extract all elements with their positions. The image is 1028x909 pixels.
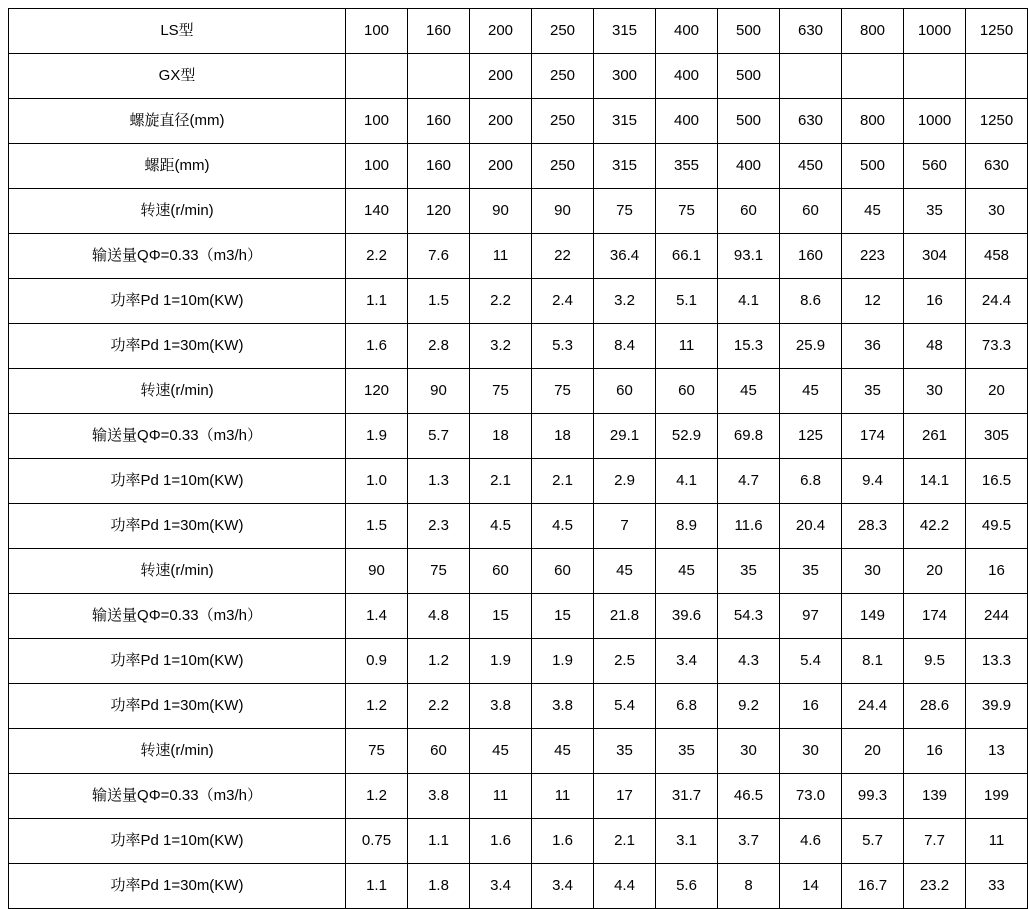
table-cell: 8.1: [842, 639, 904, 684]
table-cell: 11: [966, 819, 1028, 864]
table-cell: 20: [904, 549, 966, 594]
table-cell: 261: [904, 414, 966, 459]
table-cell: 8.4: [594, 324, 656, 369]
table-cell: 45: [842, 189, 904, 234]
table-cell: 36.4: [594, 234, 656, 279]
table-cell: 1250: [966, 9, 1028, 54]
table-cell: 120: [346, 369, 408, 414]
table-cell: 2.1: [470, 459, 532, 504]
table-cell: [408, 54, 470, 99]
table-cell: 8.6: [780, 279, 842, 324]
row-label: 输送量QΦ=0.33（m3/h）: [9, 414, 346, 459]
table-cell: 23.2: [904, 864, 966, 909]
table-cell: 16: [904, 729, 966, 774]
table-cell: 1.4: [346, 594, 408, 639]
table-cell: 200: [470, 54, 532, 99]
table-cell: 45: [470, 729, 532, 774]
table-cell: 300: [594, 54, 656, 99]
table-cell: 14.1: [904, 459, 966, 504]
table-row: [9, 684, 1028, 729]
table-cell: 2.3: [408, 504, 470, 549]
table-row: [9, 99, 1028, 144]
table-cell: 3.8: [470, 684, 532, 729]
table-cell: 1.3: [408, 459, 470, 504]
table-row: [9, 549, 1028, 594]
table-row: [9, 144, 1028, 189]
table-row: [9, 729, 1028, 774]
table-cell: 199: [966, 774, 1028, 819]
table-cell: 1.2: [346, 774, 408, 819]
table-cell: [904, 54, 966, 99]
table-cell: 2.1: [532, 459, 594, 504]
table-cell: 30: [966, 189, 1028, 234]
table-cell: 20: [842, 729, 904, 774]
row-label: GX型: [9, 54, 346, 99]
row-label: 转速(r/min): [9, 549, 346, 594]
table-cell: 16: [904, 279, 966, 324]
table-cell: 18: [532, 414, 594, 459]
table-cell: 33: [966, 864, 1028, 909]
table-cell: 9.5: [904, 639, 966, 684]
table-cell: 39.6: [656, 594, 718, 639]
table-cell: 4.3: [718, 639, 780, 684]
table-cell: 100: [346, 99, 408, 144]
table-cell: 35: [656, 729, 718, 774]
table-cell: 0.9: [346, 639, 408, 684]
table-cell: [966, 54, 1028, 99]
table-cell: 5.4: [780, 639, 842, 684]
table-cell: 560: [904, 144, 966, 189]
table-cell: 1.2: [346, 684, 408, 729]
table-cell: 13: [966, 729, 1028, 774]
row-label: 功率Pd 1=30m(KW): [9, 504, 346, 549]
table-cell: 15: [470, 594, 532, 639]
table-cell: 1.9: [532, 639, 594, 684]
row-label: 转速(r/min): [9, 369, 346, 414]
table-cell: 160: [408, 99, 470, 144]
table-cell: 2.2: [346, 234, 408, 279]
table-cell: 3.4: [532, 864, 594, 909]
table-cell: 800: [842, 99, 904, 144]
table-row: [9, 864, 1028, 909]
table-cell: 3.2: [470, 324, 532, 369]
table-row: [9, 639, 1028, 684]
table-cell: 39.9: [966, 684, 1028, 729]
table-cell: 1.2: [408, 639, 470, 684]
table-cell: 75: [532, 369, 594, 414]
table-cell: 630: [966, 144, 1028, 189]
table-cell: 15.3: [718, 324, 780, 369]
table-cell: 4.6: [780, 819, 842, 864]
table-cell: 0.75: [346, 819, 408, 864]
table-cell: 1.8: [408, 864, 470, 909]
row-label: LS型: [9, 9, 346, 54]
table-cell: 400: [656, 9, 718, 54]
table-cell: 500: [718, 99, 780, 144]
table-cell: 35: [842, 369, 904, 414]
table-cell: 1.6: [346, 324, 408, 369]
table-cell: 45: [532, 729, 594, 774]
table-cell: 315: [594, 9, 656, 54]
table-cell: 223: [842, 234, 904, 279]
table-cell: 52.9: [656, 414, 718, 459]
row-label: 功率Pd 1=10m(KW): [9, 819, 346, 864]
table-cell: 139: [904, 774, 966, 819]
table-cell: 200: [470, 9, 532, 54]
table-cell: 174: [904, 594, 966, 639]
table-cell: 7.7: [904, 819, 966, 864]
table-cell: 4.1: [656, 459, 718, 504]
table-cell: 3.8: [532, 684, 594, 729]
table-cell: 160: [780, 234, 842, 279]
table-cell: 2.2: [470, 279, 532, 324]
table-cell: 315: [594, 144, 656, 189]
table-cell: 8.9: [656, 504, 718, 549]
table-cell: 49.5: [966, 504, 1028, 549]
table-cell: 1.6: [470, 819, 532, 864]
table-cell: 1.1: [346, 279, 408, 324]
table-cell: 16: [966, 549, 1028, 594]
table-cell: 13.3: [966, 639, 1028, 684]
table-cell: 305: [966, 414, 1028, 459]
table-cell: 75: [470, 369, 532, 414]
table-cell: 6.8: [780, 459, 842, 504]
row-label: 输送量QΦ=0.33（m3/h）: [9, 234, 346, 279]
table-cell: 450: [780, 144, 842, 189]
table-row: [9, 819, 1028, 864]
table-cell: 4.1: [718, 279, 780, 324]
table-cell: 60: [780, 189, 842, 234]
table-cell: 45: [780, 369, 842, 414]
table-cell: 630: [780, 9, 842, 54]
table-cell: 1000: [904, 99, 966, 144]
table-cell: 2.9: [594, 459, 656, 504]
table-cell: 31.7: [656, 774, 718, 819]
table-cell: 4.4: [594, 864, 656, 909]
table-cell: 35: [904, 189, 966, 234]
table-cell: 458: [966, 234, 1028, 279]
table-cell: 2.2: [408, 684, 470, 729]
table-cell: 2.5: [594, 639, 656, 684]
table-row: [9, 189, 1028, 234]
table-cell: 11: [470, 234, 532, 279]
table-cell: 500: [718, 54, 780, 99]
table-cell: 75: [594, 189, 656, 234]
table-cell: 1.1: [408, 819, 470, 864]
table-cell: 5.3: [532, 324, 594, 369]
table-cell: 1.9: [470, 639, 532, 684]
row-label: 输送量QΦ=0.33（m3/h）: [9, 594, 346, 639]
table-cell: 11: [532, 774, 594, 819]
table-cell: 11.6: [718, 504, 780, 549]
table-cell: 11: [470, 774, 532, 819]
table-cell: 4.5: [532, 504, 594, 549]
table-cell: 5.6: [656, 864, 718, 909]
table-cell: 5.7: [842, 819, 904, 864]
table-cell: 400: [656, 54, 718, 99]
table-cell: 73.3: [966, 324, 1028, 369]
table-cell: 17: [594, 774, 656, 819]
table-cell: 90: [346, 549, 408, 594]
table-cell: 3.4: [470, 864, 532, 909]
table-cell: 2.1: [594, 819, 656, 864]
table-cell: 250: [532, 9, 594, 54]
table-cell: 66.1: [656, 234, 718, 279]
table-cell: 12: [842, 279, 904, 324]
table-cell: 1.1: [346, 864, 408, 909]
table-cell: 5.4: [594, 684, 656, 729]
table-cell: 125: [780, 414, 842, 459]
table-cell: 3.8: [408, 774, 470, 819]
table-cell: 14: [780, 864, 842, 909]
table-cell: 24.4: [842, 684, 904, 729]
table-cell: 75: [656, 189, 718, 234]
table-cell: 355: [656, 144, 718, 189]
table-cell: 250: [532, 144, 594, 189]
table-cell: 30: [904, 369, 966, 414]
table-cell: 22: [532, 234, 594, 279]
table-cell: 45: [594, 549, 656, 594]
table-cell: 3.1: [656, 819, 718, 864]
table-cell: 174: [842, 414, 904, 459]
table-cell: 7.6: [408, 234, 470, 279]
table-cell: 16.7: [842, 864, 904, 909]
table-cell: 1.5: [408, 279, 470, 324]
table-cell: 15: [532, 594, 594, 639]
table-cell: 4.5: [470, 504, 532, 549]
table-cell: 630: [780, 99, 842, 144]
table-cell: 90: [470, 189, 532, 234]
table-row: [9, 594, 1028, 639]
table-cell: 400: [718, 144, 780, 189]
table-cell: 20: [966, 369, 1028, 414]
table-cell: 1000: [904, 9, 966, 54]
table-body: [9, 9, 1028, 909]
table-cell: 60: [656, 369, 718, 414]
table-cell: 60: [470, 549, 532, 594]
table-cell: 500: [718, 9, 780, 54]
table-cell: 16: [780, 684, 842, 729]
row-label: 功率Pd 1=10m(KW): [9, 459, 346, 504]
table-cell: 16.5: [966, 459, 1028, 504]
table-cell: 25.9: [780, 324, 842, 369]
table-cell: 75: [408, 549, 470, 594]
table-cell: 30: [780, 729, 842, 774]
table-cell: 18: [470, 414, 532, 459]
row-label: 转速(r/min): [9, 189, 346, 234]
table-cell: 36: [842, 324, 904, 369]
table-cell: 35: [718, 549, 780, 594]
table-row: [9, 504, 1028, 549]
row-label: 功率Pd 1=30m(KW): [9, 864, 346, 909]
table-row: [9, 279, 1028, 324]
table-cell: 46.5: [718, 774, 780, 819]
row-label: 功率Pd 1=30m(KW): [9, 684, 346, 729]
table-cell: 3.2: [594, 279, 656, 324]
table-cell: 400: [656, 99, 718, 144]
table-row: [9, 9, 1028, 54]
table-cell: 2.8: [408, 324, 470, 369]
table-cell: 244: [966, 594, 1028, 639]
table-row: [9, 54, 1028, 99]
table-cell: 60: [594, 369, 656, 414]
table-cell: 250: [532, 54, 594, 99]
table-cell: 7: [594, 504, 656, 549]
table-cell: 100: [346, 144, 408, 189]
table-cell: 60: [408, 729, 470, 774]
table-cell: 73.0: [780, 774, 842, 819]
table-cell: 11: [656, 324, 718, 369]
table-cell: 20.4: [780, 504, 842, 549]
table-row: [9, 324, 1028, 369]
table-cell: 2.4: [532, 279, 594, 324]
table-cell: 48: [904, 324, 966, 369]
table-cell: 3.4: [656, 639, 718, 684]
table-row: [9, 774, 1028, 819]
table-cell: [346, 54, 408, 99]
table-cell: 9.2: [718, 684, 780, 729]
row-label: 功率Pd 1=10m(KW): [9, 639, 346, 684]
table-row: [9, 414, 1028, 459]
table-cell: 35: [780, 549, 842, 594]
table-cell: 120: [408, 189, 470, 234]
table-cell: 60: [718, 189, 780, 234]
table-cell: 28.3: [842, 504, 904, 549]
table-cell: 4.8: [408, 594, 470, 639]
row-label: 输送量QΦ=0.33（m3/h）: [9, 774, 346, 819]
table-cell: 35: [594, 729, 656, 774]
table-cell: 5.1: [656, 279, 718, 324]
table-cell: 90: [408, 369, 470, 414]
table-cell: 4.7: [718, 459, 780, 504]
table-cell: 42.2: [904, 504, 966, 549]
table-cell: 93.1: [718, 234, 780, 279]
row-label: 螺旋直径(mm): [9, 99, 346, 144]
table-cell: 1.9: [346, 414, 408, 459]
table-cell: 5.7: [408, 414, 470, 459]
table-cell: 315: [594, 99, 656, 144]
table-cell: 1.0: [346, 459, 408, 504]
table-cell: 800: [842, 9, 904, 54]
table-cell: 60: [532, 549, 594, 594]
table-cell: 8: [718, 864, 780, 909]
table-row: [9, 369, 1028, 414]
table-cell: 45: [656, 549, 718, 594]
table-cell: 200: [470, 144, 532, 189]
table-cell: 304: [904, 234, 966, 279]
table-cell: 140: [346, 189, 408, 234]
table-cell: 54.3: [718, 594, 780, 639]
table-cell: 250: [532, 99, 594, 144]
table-cell: [842, 54, 904, 99]
row-label: 功率Pd 1=10m(KW): [9, 279, 346, 324]
table-cell: 90: [532, 189, 594, 234]
table-cell: 24.4: [966, 279, 1028, 324]
table-cell: 100: [346, 9, 408, 54]
table-cell: 6.8: [656, 684, 718, 729]
table-cell: [780, 54, 842, 99]
table-cell: 149: [842, 594, 904, 639]
table-cell: 30: [842, 549, 904, 594]
table-cell: 30: [718, 729, 780, 774]
table-row: [9, 459, 1028, 504]
table-cell: 29.1: [594, 414, 656, 459]
table-cell: 500: [842, 144, 904, 189]
table-cell: 1250: [966, 99, 1028, 144]
table-cell: 200: [470, 99, 532, 144]
table-cell: 160: [408, 9, 470, 54]
screw-conveyor-spec-table: [8, 8, 1028, 909]
table-cell: 97: [780, 594, 842, 639]
row-label: 螺距(mm): [9, 144, 346, 189]
table-cell: 1.5: [346, 504, 408, 549]
table-row: [9, 234, 1028, 279]
table-cell: 9.4: [842, 459, 904, 504]
table-cell: 21.8: [594, 594, 656, 639]
table-cell: 3.7: [718, 819, 780, 864]
table-cell: 69.8: [718, 414, 780, 459]
row-label: 功率Pd 1=30m(KW): [9, 324, 346, 369]
table-cell: 99.3: [842, 774, 904, 819]
table-cell: 75: [346, 729, 408, 774]
table-cell: 160: [408, 144, 470, 189]
row-label: 转速(r/min): [9, 729, 346, 774]
table-cell: 28.6: [904, 684, 966, 729]
table-cell: 1.6: [532, 819, 594, 864]
table-cell: 45: [718, 369, 780, 414]
